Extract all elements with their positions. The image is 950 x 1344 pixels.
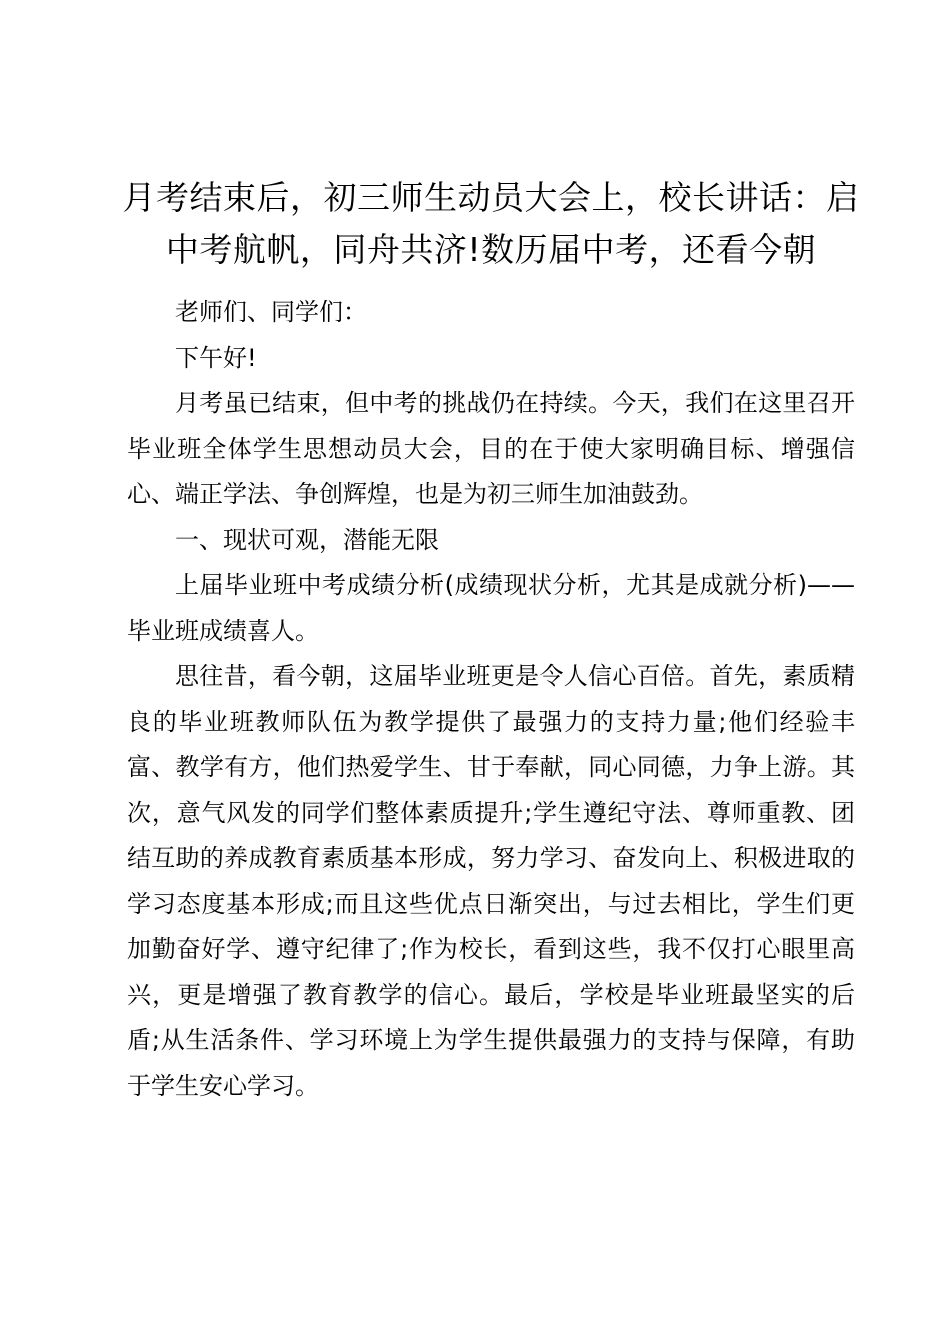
- paragraph-intro: 月考虽已结束，但中考的挑战仍在持续。今天，我们在这里召开毕业班全体学生思想动员大会，目的在于使大家明确目标、增强信心、端正学法、争创辉煌，也是为初三师生加油鼓劲。: [127, 389, 855, 508]
- paragraph-greeting-audience: 老师们、同学们：: [175, 298, 367, 326]
- section-heading-1: 一、现状可观，潜能无限: [175, 525, 439, 554]
- paragraph-analysis: 上届毕业班中考成绩分析(成绩现状分析，尤其是成就分析)——毕业班成绩喜人。: [127, 571, 855, 645]
- document-page: [122, 172, 860, 1109]
- document-title: 月考结束后，初三师生动员大会上，校长讲话：启中考航帆，同舟共济!数历届中考，还看今朝: [122, 178, 860, 269]
- paragraph-greeting: 下午好!: [175, 343, 257, 372]
- document-body: [127, 290, 855, 1109]
- paragraph-main: 思往昔，看今朝，这届毕业班更是令人信心百倍。首先，素质精良的毕业班教师队伍为教学提供了最强力的支持力量;他们经验丰富、教学有方，他们热爱学生、甘于奉献，同心同德，力争上游。其次，意气风发的同学们整体素质提升;学生遵纪守法、尊师重教、团结互助的养成教育素质基本形成，努力学习、奋发向上、积极进取的学习态度基本形成;而且这些优点日渐突出，与过去相比，学生们更加勤奋好学、遵守纪律了;作为校长，看到这些，我不仅打心眼里高兴，更是增强了教育教学的信心。最后，学校是毕业班最坚实的后盾;从生活条件、学习环境上为学生提供最强力的支持与保障，有助于学生安心学习。: [127, 662, 855, 1100]
